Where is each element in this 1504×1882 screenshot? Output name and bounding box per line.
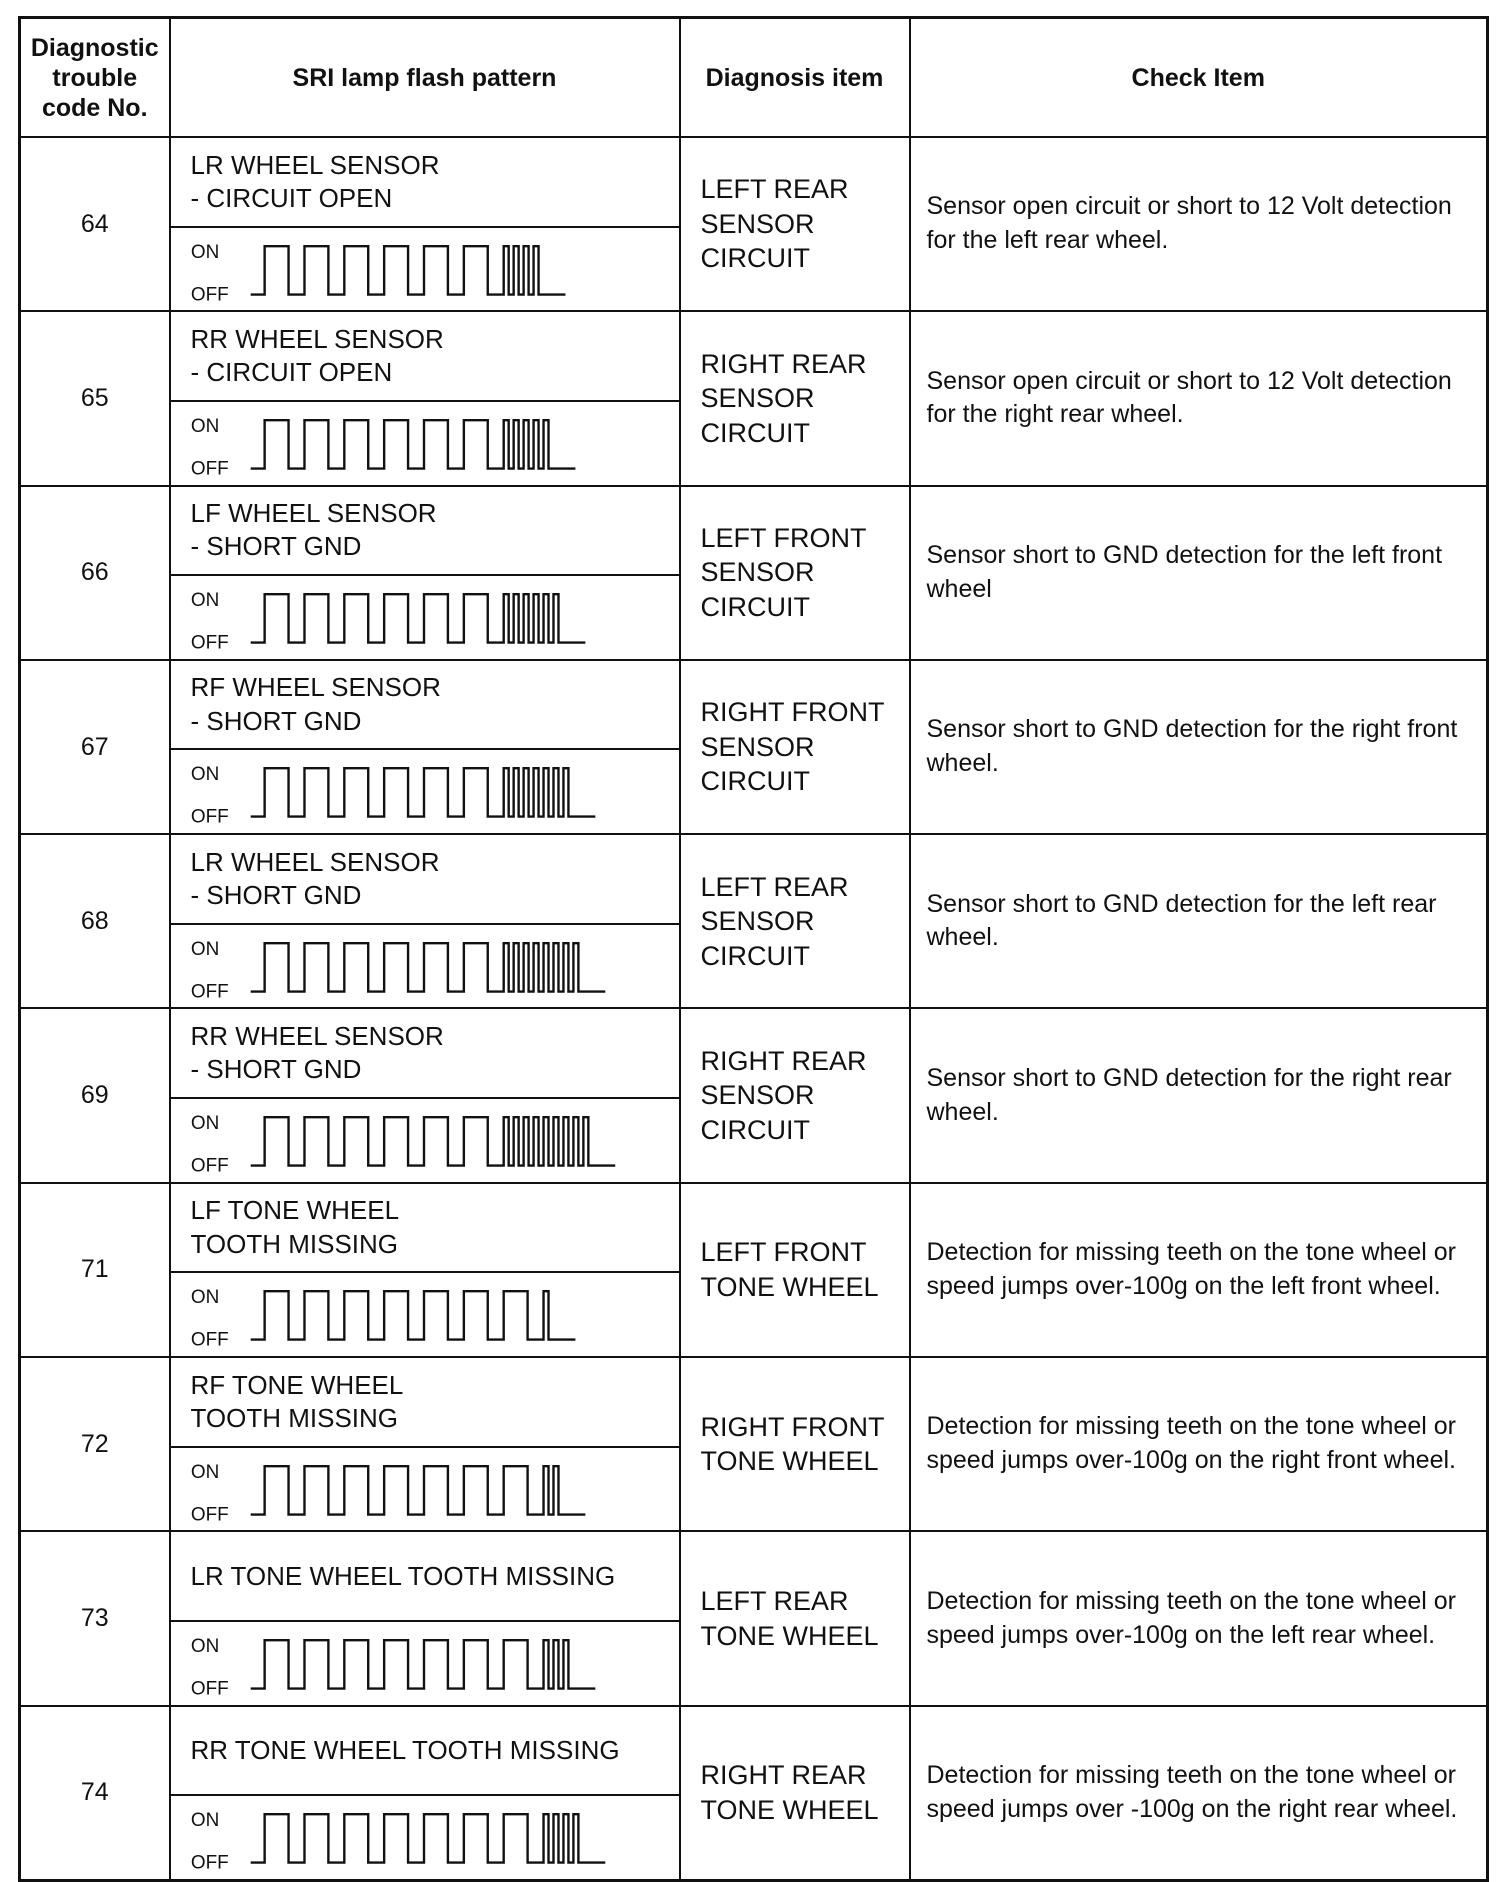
trouble-code: 66 (20, 486, 170, 660)
on-label: ON (190, 938, 219, 961)
table-row (20, 834, 1488, 1008)
waveform-svg (171, 1448, 679, 1531)
waveform-svg (171, 228, 679, 311)
diagnosis-item: RIGHT FRONT TONE WHEEL (680, 1357, 910, 1531)
diagnosis-item: LEFT REAR SENSOR CIRCUIT (680, 137, 910, 311)
flash-waveform (171, 925, 679, 1008)
flash-pattern-label: LF TONE WHEEL TOOTH MISSING (171, 1184, 679, 1274)
on-label: ON (190, 1113, 219, 1135)
flash-pattern-label: RR WHEEL SENSOR - SHORT GND (171, 1009, 679, 1099)
waveform-svg (171, 1622, 679, 1705)
flash-pattern-cell (170, 1531, 680, 1705)
flash-waveform (171, 1273, 679, 1356)
flash-pattern-label: LF WHEEL SENSOR - SHORT GND (171, 487, 679, 577)
check-item: Sensor open circuit or short to 12 Volt detection for the right rear wheel. (910, 311, 1488, 485)
flash-pattern-cell (170, 137, 680, 311)
flash-waveform (171, 402, 679, 485)
diagnosis-item: LEFT REAR SENSOR CIRCUIT (680, 834, 910, 1008)
flash-waveform (171, 228, 679, 311)
check-item: Sensor short to GND detection for the right front wheel. (910, 660, 1488, 834)
flash-pattern-cell (170, 311, 680, 485)
header-diagnosis: Diagnosis item (680, 18, 910, 138)
table-row (20, 660, 1488, 834)
flash-pattern-cell (170, 1357, 680, 1531)
flash-pattern-label: LR WHEEL SENSOR - SHORT GND (171, 835, 679, 925)
waveform-line (250, 1814, 605, 1862)
flash-waveform (171, 576, 679, 659)
check-item: Sensor short to GND detection for the left rear wheel. (910, 834, 1488, 1008)
on-label: ON (190, 764, 219, 786)
waveform-line (250, 1117, 615, 1165)
off-label: OFF (190, 1678, 229, 1700)
check-item: Sensor open circuit or short to 12 Volt detection for the left rear wheel. (910, 137, 1488, 311)
on-label: ON (190, 1287, 219, 1309)
waveform-svg (171, 750, 679, 833)
waveform-line (250, 943, 605, 991)
on-label: ON (190, 1636, 219, 1658)
trouble-code: 71 (20, 1183, 170, 1357)
off-label: OFF (190, 1504, 229, 1526)
flash-waveform (171, 1448, 679, 1531)
check-item: Detection for missing teeth on the tone wheel or speed jumps over -100g on the right rear wheel. (910, 1706, 1488, 1881)
off-label: OFF (190, 1329, 229, 1352)
flash-waveform (171, 750, 679, 833)
off-label: OFF (190, 632, 229, 654)
table-row (20, 137, 1488, 311)
trouble-code: 64 (20, 137, 170, 311)
trouble-code: 67 (20, 660, 170, 834)
diagnosis-item: LEFT REAR TONE WHEEL (680, 1531, 910, 1705)
on-label: ON (190, 416, 219, 438)
check-item: Detection for missing teeth on the tone wheel or speed jumps over-100g on the left rear wheel. (910, 1531, 1488, 1705)
trouble-code: 65 (20, 311, 170, 485)
table-row (20, 311, 1488, 485)
header-check: Check Item (910, 18, 1488, 138)
off-label: OFF (190, 981, 229, 1003)
on-label: ON (190, 590, 219, 612)
waveform-svg (171, 1099, 679, 1182)
waveform-svg (171, 1273, 679, 1356)
flash-pattern-cell (170, 1008, 680, 1182)
table-row (20, 486, 1488, 660)
off-label: OFF (190, 1155, 229, 1177)
on-label: ON (190, 241, 219, 263)
waveform-line (250, 594, 585, 642)
table-row (20, 1008, 1488, 1182)
flash-pattern-label: RR TONE WHEEL TOOTH MISSING (171, 1707, 679, 1797)
flash-pattern-cell (170, 1706, 680, 1881)
header-pattern: SRI lamp flash pattern (170, 18, 680, 138)
table-row (20, 1706, 1488, 1881)
waveform-line (250, 1292, 575, 1340)
trouble-code: 74 (20, 1706, 170, 1881)
trouble-code: 73 (20, 1531, 170, 1705)
flash-waveform (171, 1099, 679, 1182)
flash-pattern-cell (170, 486, 680, 660)
check-item: Detection for missing teeth on the tone wheel or speed jumps over-100g on the right front wheel. (910, 1357, 1488, 1531)
flash-pattern-cell (170, 1183, 680, 1357)
waveform-svg (171, 1796, 679, 1879)
waveform-line (250, 1640, 595, 1688)
flash-pattern-cell (170, 660, 680, 834)
off-label: OFF (190, 458, 229, 480)
flash-pattern-label: RF TONE WHEEL TOOTH MISSING (171, 1358, 679, 1448)
waveform-line (250, 420, 575, 468)
diagnosis-item: RIGHT REAR SENSOR CIRCUIT (680, 1008, 910, 1182)
check-item: Detection for missing teeth on the tone wheel or speed jumps over-100g on the left front wheel. (910, 1183, 1488, 1357)
table-row (20, 1183, 1488, 1357)
on-label: ON (190, 1461, 219, 1483)
flash-pattern-label: LR TONE WHEEL TOOTH MISSING (171, 1532, 679, 1622)
waveform-svg (171, 576, 679, 659)
flash-pattern-label: LR WHEEL SENSOR - CIRCUIT OPEN (171, 138, 679, 228)
dtc-table (18, 16, 1489, 1882)
off-label: OFF (190, 1852, 229, 1874)
flash-waveform (171, 1796, 679, 1879)
trouble-code: 72 (20, 1357, 170, 1531)
check-item: Sensor short to GND detection for the left front wheel (910, 486, 1488, 660)
trouble-code: 69 (20, 1008, 170, 1182)
waveform-line (250, 1466, 585, 1514)
flash-waveform (171, 1622, 679, 1705)
diagnosis-item: RIGHT REAR TONE WHEEL (680, 1706, 910, 1881)
trouble-code: 68 (20, 834, 170, 1008)
waveform-line (250, 246, 565, 294)
off-label: OFF (190, 807, 229, 829)
on-label: ON (190, 1810, 219, 1832)
table-row (20, 1357, 1488, 1531)
diagnosis-item: LEFT FRONT SENSOR CIRCUIT (680, 486, 910, 660)
waveform-svg (171, 925, 679, 1008)
flash-pattern-label: RR WHEEL SENSOR - CIRCUIT OPEN (171, 312, 679, 402)
flash-pattern-label: RF WHEEL SENSOR - SHORT GND (171, 661, 679, 751)
table-body (20, 137, 1488, 1880)
header-row (20, 18, 1488, 138)
flash-pattern-cell (170, 834, 680, 1008)
diagnosis-item: LEFT FRONT TONE WHEEL (680, 1183, 910, 1357)
waveform-line (250, 769, 595, 817)
table-row (20, 1531, 1488, 1705)
diagnosis-item: RIGHT REAR SENSOR CIRCUIT (680, 311, 910, 485)
check-item: Sensor short to GND detection for the right rear wheel. (910, 1008, 1488, 1182)
header-code: Diagnostic trouble code No. (20, 18, 170, 138)
off-label: OFF (190, 284, 229, 306)
diagnosis-item: RIGHT FRONT SENSOR CIRCUIT (680, 660, 910, 834)
waveform-svg (171, 402, 679, 485)
